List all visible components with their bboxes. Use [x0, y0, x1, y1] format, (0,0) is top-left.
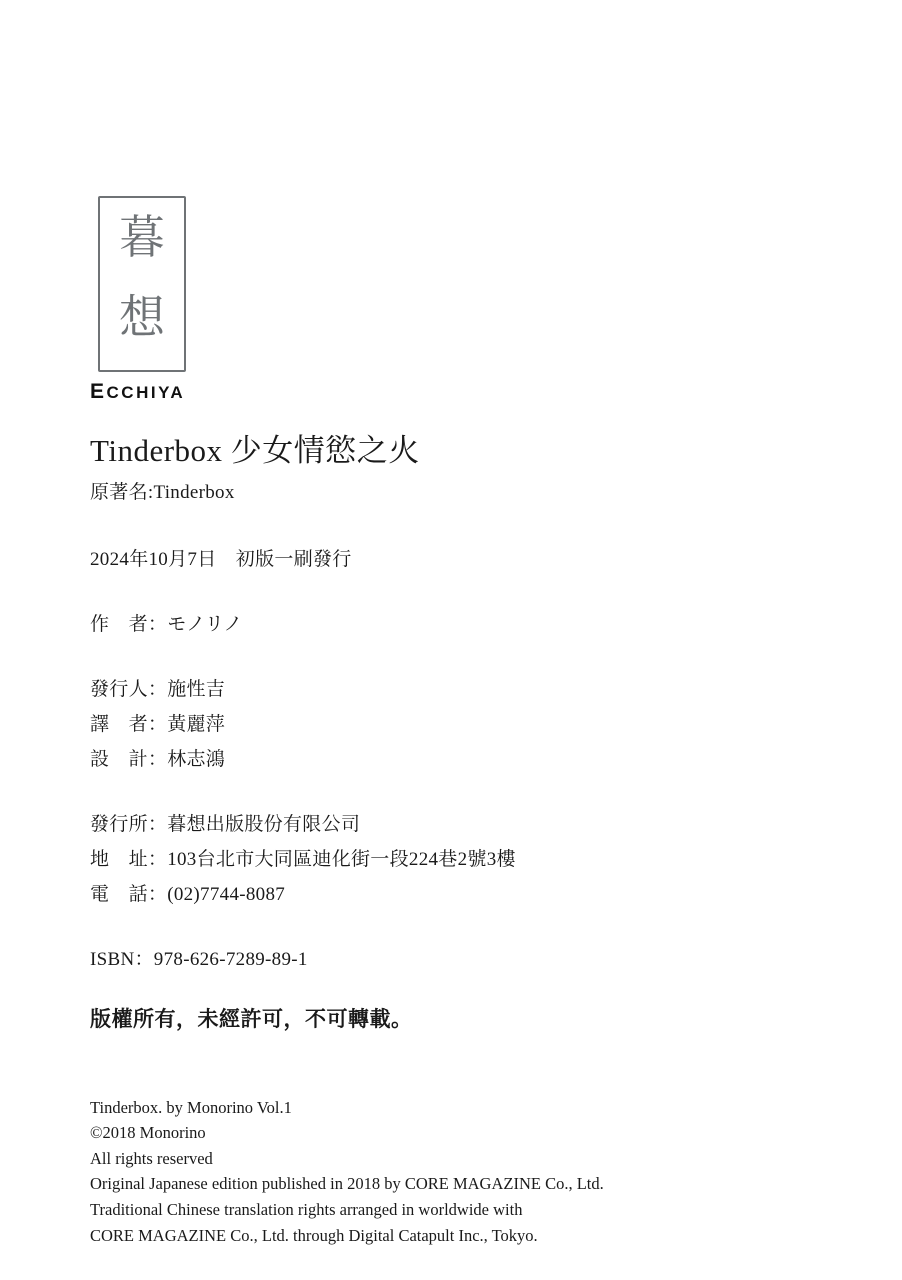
copyright-notice: 版權所有，未經許可，不可轉載。: [90, 1006, 413, 1031]
english-colophon: [90, 1095, 830, 1248]
colophon-line-5: Traditional Chinese translation rights arranged in worldwide with: [90, 1200, 523, 1219]
publisher-logo: [90, 196, 270, 404]
logo-frame-icon: [98, 196, 186, 372]
designer: 設 計：林志鴻: [90, 748, 226, 770]
book-original-title: 原著名:Tinderbox: [90, 481, 235, 503]
publisher-person: 發行人：施性吉: [90, 678, 226, 700]
publishing-house: 發行所：暮想出版股份有限公司: [90, 813, 361, 835]
colophon-line-6: CORE MAGAZINE Co., Ltd. through Digital Catapult Inc., Tokyo.: [90, 1225, 538, 1245]
logo-wordmark-initial: E: [90, 380, 107, 403]
logo-wordmark-rest: CCHIYA: [106, 383, 186, 402]
colophon-line-2: ©2018 Monorino: [90, 1123, 206, 1143]
colophon-content: [90, 432, 830, 1248]
author-line: 作 者：モノリノ: [90, 613, 243, 635]
isbn: ISBN：978-626-7289-89-1: [90, 948, 308, 970]
publisher-details: [90, 809, 830, 906]
book-title: Tinderbox 少女情慾之火: [90, 433, 420, 468]
colophon-line-4: Original Japanese edition published in 2018 by CORE MAGAZINE Co., Ltd.: [90, 1174, 604, 1194]
publication-date: 2024年10月7日 初版一刷發行: [90, 548, 352, 570]
translator: 譯 者：黃麗萍: [90, 713, 226, 735]
logo-wordmark: [90, 380, 270, 404]
colophon-line-1: Tinderbox. by Monorino Vol.1: [90, 1097, 292, 1117]
logo-kanji-bottom: 想: [119, 290, 165, 344]
publisher-phone: 電 話：(02)7744-8087: [90, 883, 286, 905]
publisher-address: 地 址：103台北市大同區迪化街一段224巷2號3樓: [90, 848, 516, 870]
staff-credits: [90, 674, 830, 771]
logo-kanji-top: 暮: [119, 210, 165, 264]
colophon-line-3: All rights reserved: [90, 1148, 213, 1168]
